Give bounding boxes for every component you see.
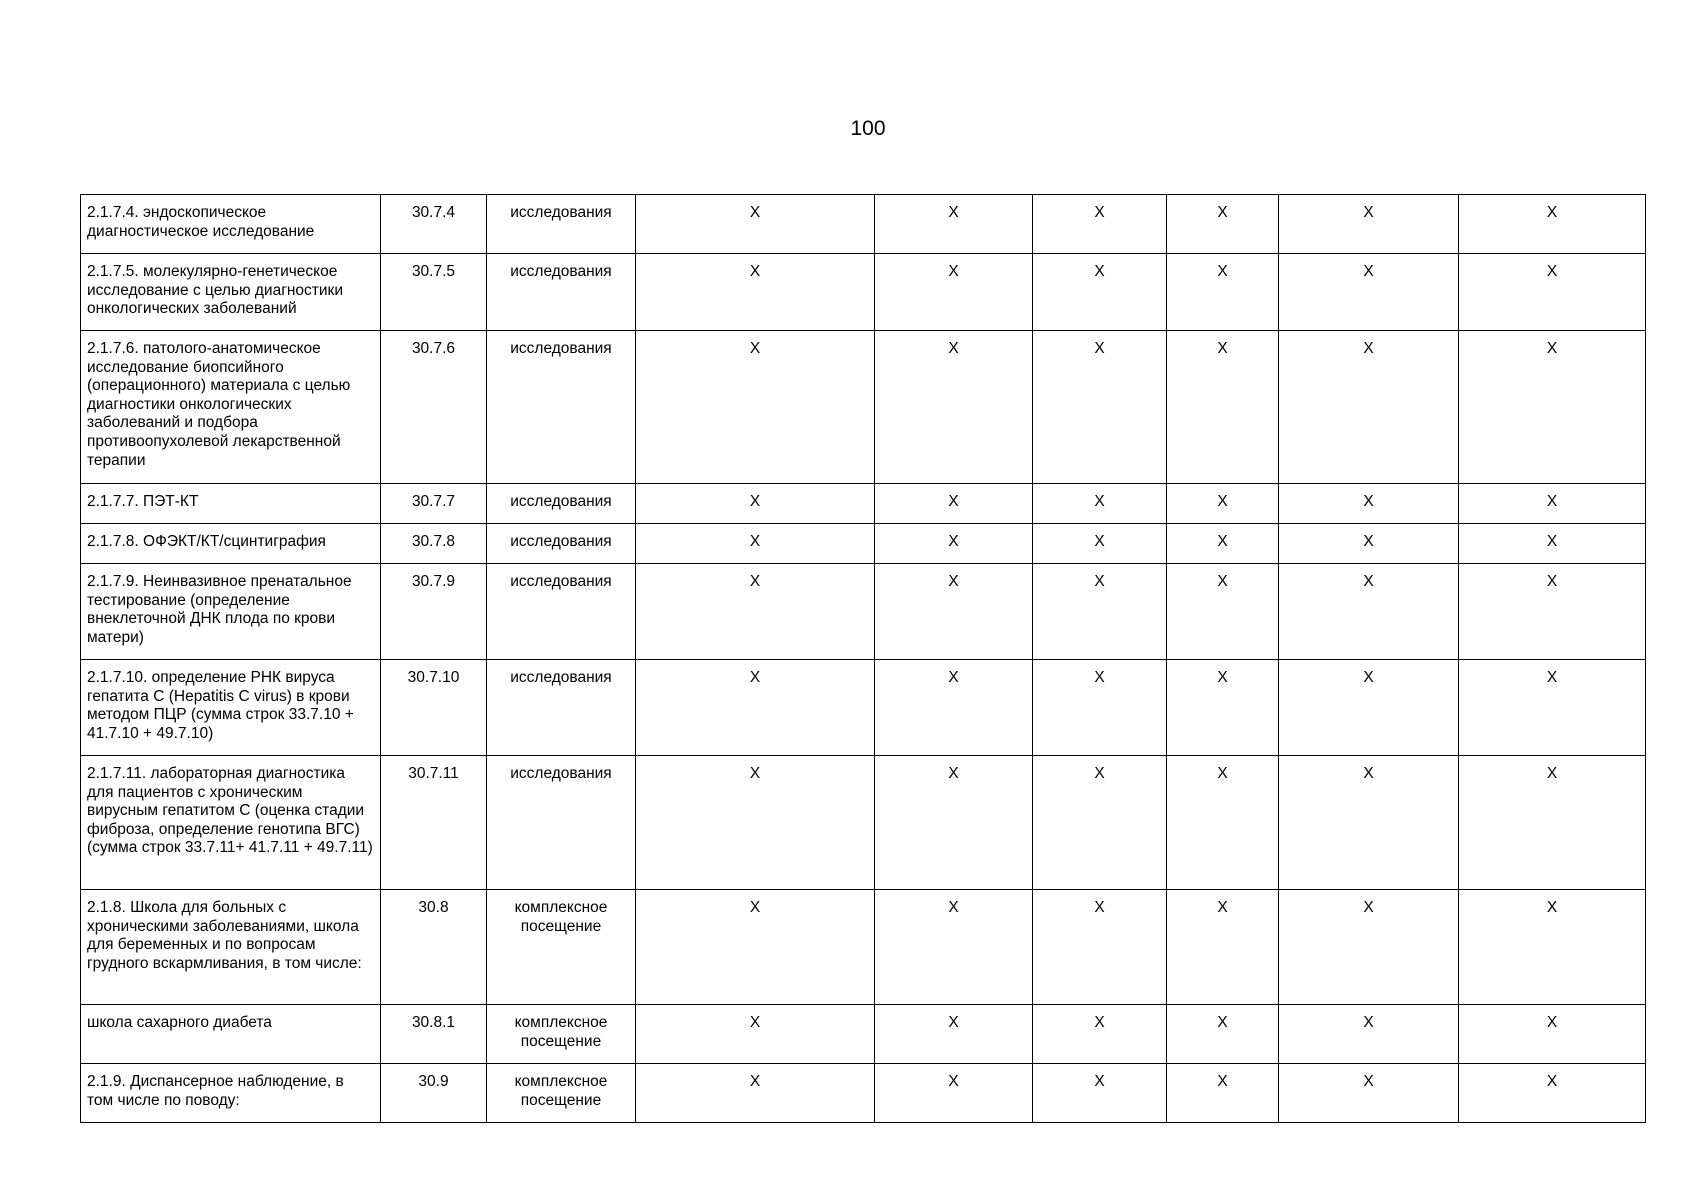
row-unit-cell: комплексное посещение bbox=[487, 1064, 636, 1123]
row-mark-cell: X bbox=[875, 756, 1033, 890]
row-mark-cell: X bbox=[1167, 331, 1279, 484]
row-mark-cell: X bbox=[1459, 254, 1646, 331]
row-code-cell: 30.8.1 bbox=[381, 1005, 487, 1064]
row-mark-cell: X bbox=[1033, 1005, 1167, 1064]
row-mark-cell: X bbox=[1279, 1064, 1459, 1123]
row-name-cell: 2.1.7.6. патолого-анатомическое исследование биопсийного (операционного) материала с целью диагностики онкологических заболеваний и подбора противоопухолевой лекарственной терапии bbox=[81, 331, 381, 484]
row-mark-cell: X bbox=[1167, 660, 1279, 756]
row-unit-cell: исследования bbox=[487, 195, 636, 254]
row-code-cell: 30.7.5 bbox=[381, 254, 487, 331]
row-unit-cell: исследования bbox=[487, 254, 636, 331]
row-mark-cell: X bbox=[1279, 195, 1459, 254]
row-mark-cell: X bbox=[1459, 331, 1646, 484]
row-mark-cell: X bbox=[1033, 254, 1167, 331]
row-unit-cell: исследования bbox=[487, 484, 636, 524]
row-mark-cell: X bbox=[1459, 524, 1646, 564]
row-mark-cell: X bbox=[636, 890, 875, 1005]
row-name-cell: 2.1.7.11. лабораторная диагностика для пациентов с хроническим вирусным гепатитом С (оценка стадии фиброза, определение генотипа ВГС) (сумма строк 33.7.11+ 41.7.11 + 49.7.11) bbox=[81, 756, 381, 890]
row-mark-cell: X bbox=[1167, 890, 1279, 1005]
row-mark-cell: X bbox=[1459, 484, 1646, 524]
row-unit-cell: комплексное посещение bbox=[487, 890, 636, 1005]
row-name-cell: 2.1.7.5. молекулярно-генетическое исследование с целью диагностики онкологических заболеваний bbox=[81, 254, 381, 331]
row-code-cell: 30.7.8 bbox=[381, 524, 487, 564]
row-mark-cell: X bbox=[1033, 890, 1167, 1005]
row-mark-cell: X bbox=[1033, 660, 1167, 756]
row-mark-cell: X bbox=[875, 524, 1033, 564]
row-mark-cell: X bbox=[636, 564, 875, 660]
row-mark-cell: X bbox=[1033, 331, 1167, 484]
row-mark-cell: X bbox=[875, 1005, 1033, 1064]
row-mark-cell: X bbox=[636, 1064, 875, 1123]
row-mark-cell: X bbox=[1033, 564, 1167, 660]
row-mark-cell: X bbox=[875, 890, 1033, 1005]
row-mark-cell: X bbox=[1459, 756, 1646, 890]
row-code-cell: 30.7.9 bbox=[381, 564, 487, 660]
row-unit-cell: исследования bbox=[487, 331, 636, 484]
row-mark-cell: X bbox=[636, 524, 875, 564]
table-row bbox=[81, 1005, 1646, 1064]
row-mark-cell: X bbox=[1459, 660, 1646, 756]
row-name-cell: школа сахарного диабета bbox=[81, 1005, 381, 1064]
row-code-cell: 30.7.4 bbox=[381, 195, 487, 254]
row-name-cell: 2.1.7.7. ПЭТ-КТ bbox=[81, 484, 381, 524]
table-body bbox=[81, 195, 1646, 1123]
row-name-cell: 2.1.9. Диспансерное наблюдение, в том числе по поводу: bbox=[81, 1064, 381, 1123]
row-unit-cell: исследования bbox=[487, 660, 636, 756]
row-mark-cell: X bbox=[1459, 1005, 1646, 1064]
row-name-cell: 2.1.7.9. Неинвазивное пренатальное тестирование (определение внеклеточной ДНК плода по крови матери) bbox=[81, 564, 381, 660]
table-row bbox=[81, 564, 1646, 660]
row-mark-cell: X bbox=[875, 331, 1033, 484]
row-unit-cell: исследования bbox=[487, 524, 636, 564]
row-mark-cell: X bbox=[1033, 756, 1167, 890]
row-mark-cell: X bbox=[636, 756, 875, 890]
table-row bbox=[81, 1064, 1646, 1123]
row-mark-cell: X bbox=[1279, 756, 1459, 890]
row-mark-cell: X bbox=[636, 1005, 875, 1064]
row-mark-cell: X bbox=[1459, 890, 1646, 1005]
row-mark-cell: X bbox=[1167, 756, 1279, 890]
row-mark-cell: X bbox=[1033, 195, 1167, 254]
row-name-cell: 2.1.7.4. эндоскопическое диагностическое исследование bbox=[81, 195, 381, 254]
row-mark-cell: X bbox=[1167, 254, 1279, 331]
row-unit-cell: исследования bbox=[487, 564, 636, 660]
row-mark-cell: X bbox=[636, 484, 875, 524]
row-mark-cell: X bbox=[636, 254, 875, 331]
row-mark-cell: X bbox=[875, 484, 1033, 524]
row-mark-cell: X bbox=[1167, 484, 1279, 524]
row-mark-cell: X bbox=[1279, 890, 1459, 1005]
row-code-cell: 30.7.7 bbox=[381, 484, 487, 524]
row-mark-cell: X bbox=[875, 254, 1033, 331]
row-mark-cell: X bbox=[1167, 564, 1279, 660]
row-code-cell: 30.7.10 bbox=[381, 660, 487, 756]
row-mark-cell: X bbox=[1279, 331, 1459, 484]
row-name-cell: 2.1.7.10. определение РНК вируса гепатита C (Hepatitis C virus) в крови методом ПЦР (сумма строк 33.7.10 + 41.7.10 + 49.7.10) bbox=[81, 660, 381, 756]
row-mark-cell: X bbox=[1033, 484, 1167, 524]
row-mark-cell: X bbox=[1459, 564, 1646, 660]
row-name-cell: 2.1.8. Школа для больных с хроническими заболеваниями, школа для беременных и по вопросам грудного вскармливания, в том числе: bbox=[81, 890, 381, 1005]
table-row bbox=[81, 331, 1646, 484]
row-mark-cell: X bbox=[1167, 195, 1279, 254]
row-code-cell: 30.7.6 bbox=[381, 331, 487, 484]
table-row bbox=[81, 890, 1646, 1005]
row-mark-cell: X bbox=[1167, 1064, 1279, 1123]
row-name-cell: 2.1.7.8. ОФЭКТ/КТ/сцинтиграфия bbox=[81, 524, 381, 564]
row-mark-cell: X bbox=[1167, 1005, 1279, 1064]
table-row bbox=[81, 756, 1646, 890]
row-mark-cell: X bbox=[1459, 1064, 1646, 1123]
row-mark-cell: X bbox=[875, 564, 1033, 660]
row-unit-cell: исследования bbox=[487, 756, 636, 890]
row-mark-cell: X bbox=[1459, 195, 1646, 254]
row-code-cell: 30.7.11 bbox=[381, 756, 487, 890]
table-row bbox=[81, 524, 1646, 564]
row-mark-cell: X bbox=[1279, 564, 1459, 660]
row-unit-cell: комплексное посещение bbox=[487, 1005, 636, 1064]
row-mark-cell: X bbox=[1279, 254, 1459, 331]
row-mark-cell: X bbox=[636, 331, 875, 484]
services-table bbox=[80, 194, 1646, 1123]
row-mark-cell: X bbox=[1167, 524, 1279, 564]
row-mark-cell: X bbox=[875, 1064, 1033, 1123]
row-mark-cell: X bbox=[1279, 1005, 1459, 1064]
row-mark-cell: X bbox=[1279, 484, 1459, 524]
table-row bbox=[81, 484, 1646, 524]
row-code-cell: 30.8 bbox=[381, 890, 487, 1005]
row-mark-cell: X bbox=[875, 195, 1033, 254]
row-mark-cell: X bbox=[636, 195, 875, 254]
row-mark-cell: X bbox=[1279, 524, 1459, 564]
row-mark-cell: X bbox=[636, 660, 875, 756]
row-mark-cell: X bbox=[1033, 524, 1167, 564]
row-mark-cell: X bbox=[875, 660, 1033, 756]
row-mark-cell: X bbox=[1033, 1064, 1167, 1123]
page-number: 100 bbox=[850, 117, 886, 140]
table-row bbox=[81, 254, 1646, 331]
table-row bbox=[81, 660, 1646, 756]
row-mark-cell: X bbox=[1279, 660, 1459, 756]
table-row bbox=[81, 195, 1646, 254]
row-code-cell: 30.9 bbox=[381, 1064, 487, 1123]
